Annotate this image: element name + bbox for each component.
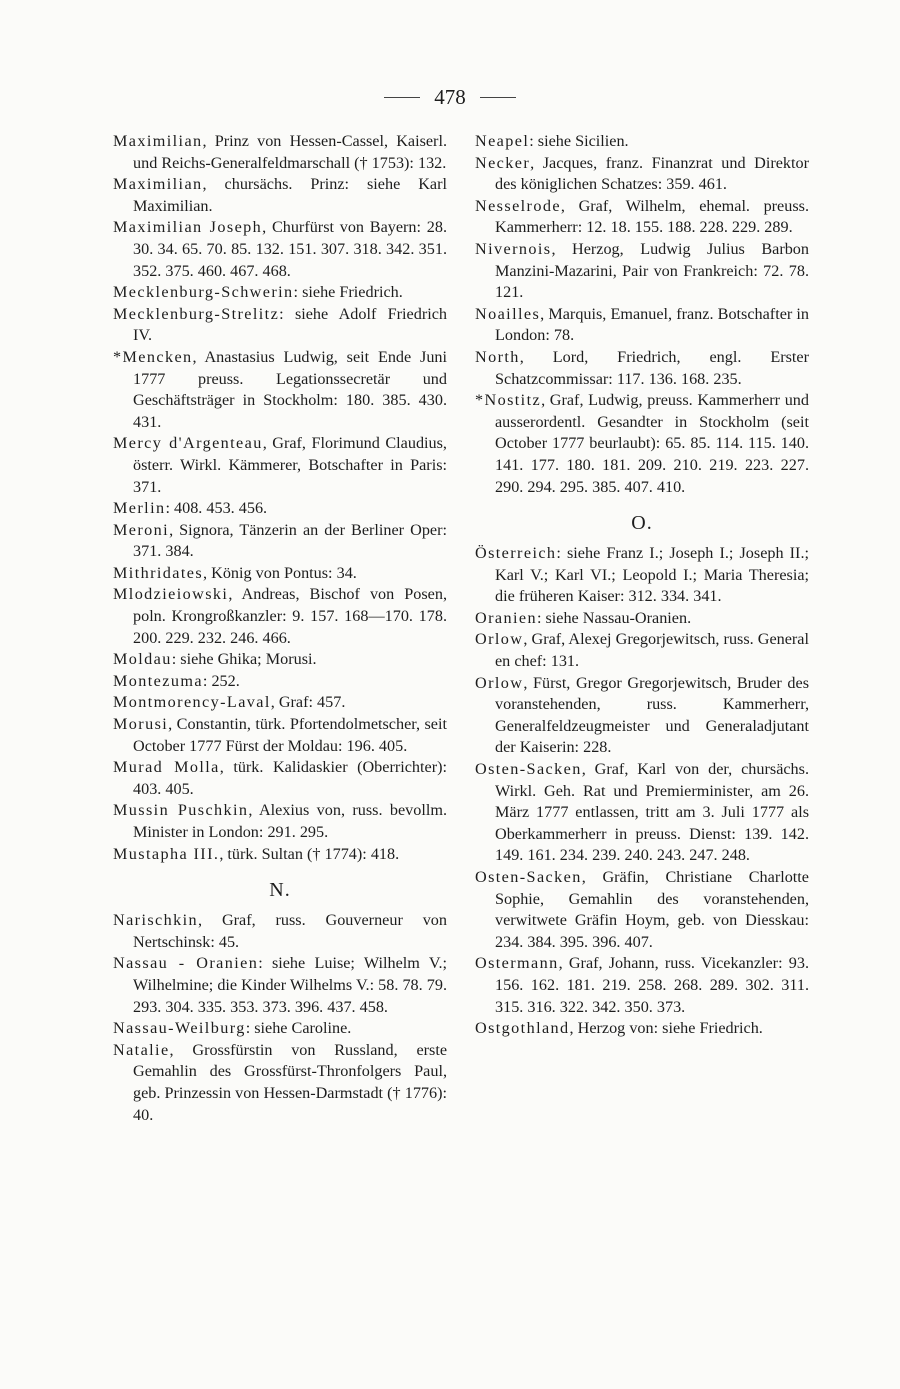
entry-text: , Constantin, türk. Pfortendolmetscher, seit October 1777 Fürst der Moldau: 196. 405. <box>133 715 447 755</box>
entry-head: Maximilian Joseph <box>113 218 263 237</box>
index-entry <box>113 844 447 866</box>
index-entry <box>475 196 809 239</box>
entry-text: , Prinz von Hessen-Cassel, Kaiserl. und Reichs-Generalfeldmarschall († 1753): 132. <box>133 132 447 172</box>
index-entry <box>475 347 809 390</box>
index-entry <box>475 759 809 867</box>
index-entry <box>475 239 809 304</box>
entry-head: Noailles <box>475 304 541 323</box>
index-entry <box>113 757 447 800</box>
entry-text: , Lord, Friedrich, engl. Erster Schatzcommissar: 117. 136. 168. 235. <box>495 347 809 388</box>
index-entry <box>113 953 447 1018</box>
entry-head: Murad Molla <box>113 758 220 777</box>
entry-head: Meroni <box>113 520 170 539</box>
index-entry <box>475 390 809 498</box>
entry-text: , Marquis, Emanuel, franz. Botschafter in London: 78. <box>495 304 809 345</box>
index-entry <box>113 1018 447 1040</box>
entry-text: , Alexius von, russ. bevollm. Minister in London: 291. 295. <box>133 801 447 841</box>
entry-text: , Graf, Karl von der, chursächs. Wirkl. Geh. Rat und Premierminister, am 26. März 1777 entlassen, tritt am 3. Juli 1777 als Oberkammerherr in preuss. Dienst: 139. 142. 149. 161. 234. 239. 240. 243. 247. 248. <box>495 760 809 865</box>
entry-head: Morusi <box>113 715 169 734</box>
entry-head: Necker <box>475 153 531 172</box>
entry-head: Nesselrode <box>475 196 561 215</box>
section-heading-o: O. <box>631 512 653 535</box>
index-entry <box>113 498 447 520</box>
index-entry <box>475 867 809 953</box>
index-entry <box>113 714 447 757</box>
left-column <box>113 131 447 1126</box>
m-entries <box>113 131 447 865</box>
entry-text: : siehe Friedrich. <box>293 283 403 302</box>
entry-head: Natalie <box>113 1040 170 1059</box>
entry-head: Nassau-Weilburg <box>113 1019 246 1038</box>
entry-text: : 408. 453. 456. <box>165 499 268 518</box>
index-entry <box>475 629 809 672</box>
entry-head: *Mencken <box>113 347 193 366</box>
entry-head: Merlin <box>113 499 166 518</box>
entry-text: , türk. Kalidaskier (Oberrichter): 403. 405. <box>133 758 447 798</box>
index-entry <box>113 584 447 649</box>
index-entry <box>113 910 447 953</box>
entry-head: Narischkin <box>113 911 199 930</box>
index-entry <box>475 1018 809 1040</box>
header-rule-left <box>384 97 420 98</box>
index-entry <box>113 217 447 282</box>
entry-text: : 252. <box>202 671 240 690</box>
entry-text: , chursächs. Prinz: siehe Karl Maximilian. <box>133 175 447 215</box>
entry-text: , Graf, Ludwig, preuss. Kammerherr und ausserordentl. Gesandter in Stockholm (seit October 1777 beurlaubt): 65. 85. 114. 115. 140. 141. 177. 180. 181. 209. 210. 219. 223. 227. 290. 294. 295. 385. 407. 410. <box>495 391 809 496</box>
index-entry <box>113 692 447 714</box>
section-heading-n: N. <box>269 879 291 902</box>
entry-head: Nassau - Oranien <box>113 954 259 973</box>
entry-head: Mustapha III. <box>113 844 220 863</box>
page-header <box>0 82 900 112</box>
entry-head: Montezuma <box>113 671 203 690</box>
n-entries-continued <box>475 131 809 498</box>
entry-head: Oranien <box>475 608 537 627</box>
index-entry <box>113 800 447 843</box>
entry-head: Osten-Sacken <box>475 868 582 886</box>
entry-text: : siehe Caroline. <box>245 1019 352 1038</box>
entry-head: Maximilian <box>113 175 203 194</box>
entry-head: Ostermann <box>475 954 559 973</box>
right-column <box>475 131 809 1040</box>
entry-head: *Nostitz <box>475 391 542 410</box>
entry-text: , Graf, Johann, russ. Vicekanzler: 93. 156. 162. 181. 219. 258. 268. 289. 302. 311. 315. 316. 322. 342. 350. 373. <box>495 954 809 1016</box>
entry-text: , Fürst, Gregor Gregorjewitsch, Bruder des voranstehenden, russ. Kammerherr, Generalfeldzeugmeister und Generaladjutant der Kaiserin: 228. <box>495 673 809 757</box>
entry-head: Mithridates <box>113 563 204 582</box>
index-entry <box>475 608 809 630</box>
index-entry <box>475 953 809 1018</box>
index-entry <box>113 433 447 498</box>
entry-head: Montmorency-Laval <box>113 693 271 712</box>
n-entries <box>113 910 447 1126</box>
entry-text: , Herzog, Ludwig Julius Barbon Manzini-Mazarini, Pair von Frankreich: 72. 78. 121. <box>495 239 809 302</box>
entry-text: , Signora, Tänzerin an der Berliner Oper: 371. 384. <box>133 520 447 561</box>
index-entry <box>113 649 447 671</box>
index-entry <box>113 174 447 217</box>
header-rule-right <box>480 97 516 98</box>
entry-text: , Anastasius Ludwig, seit Ende Juni 1777 preuss. Legationssecretär und Geschäftsträger in Stockholm: 180. 385. 430. 431. <box>133 347 447 431</box>
index-entry <box>475 304 809 347</box>
entry-text: : siehe Ghika; Morusi. <box>171 650 317 669</box>
entry-text: : siehe Nassau-Oranien. <box>536 608 692 627</box>
entry-text: , Graf: 457. <box>270 693 346 712</box>
index-entry <box>113 1040 447 1126</box>
entry-text: , Grossfürstin von Russland, erste Gemahlin des Grossfürst-Thronfolgers Paul, geb. Prinzessin von Hessen-Darmstadt († 1776): 40. <box>133 1040 447 1124</box>
entry-text: , Andreas, Bischof von Posen, poln. Krongroßkanzler: 9. 157. 168—170. 178. 200. 229. 232. 246. 466. <box>133 585 447 647</box>
index-entry <box>113 563 447 585</box>
index-entry <box>475 131 809 153</box>
entry-text: , Graf, Wilhelm, ehemal. preuss. Kammerherr: 12. 18. 155. 188. 228. 229. 289. <box>495 196 809 237</box>
entry-head: Nivernois <box>475 239 552 258</box>
entry-head: Mecklenburg-Strelitz <box>113 304 280 323</box>
entry-text: : siehe Luise; Wilhelm V.; Wilhelmine; die Kinder Wilhelms V.: 58. 78. 79. 293. 304. 335. 353. 373. 396. 437. 458. <box>133 954 447 1016</box>
entry-text: , Graf, Alexej Gregorjewitsch, russ. General en chef: 131. <box>495 630 809 671</box>
entry-head: Moldau <box>113 650 172 669</box>
index-entry <box>475 153 809 196</box>
entry-text: , Jacques, franz. Finanzrat und Direktor des königlichen Schatzes: 359. 461. <box>495 153 809 194</box>
entry-text: , Herzog von: siehe Friedrich. <box>569 1019 763 1038</box>
entry-text: : siehe Franz I.; Joseph I.; Joseph II.; Karl V.; Karl VI.; Leopold I.; Maria Theresia; die früheren Kaiser: 312. 334. 341. <box>495 544 809 606</box>
entry-head: Österreich <box>475 544 557 563</box>
entry-head: Mecklenburg-Schwerin <box>113 283 294 302</box>
index-entry <box>113 347 447 433</box>
index-entry <box>113 131 447 174</box>
o-entries <box>475 543 809 1040</box>
entry-head: Osten-Sacken <box>475 760 582 779</box>
entry-text: , König von Pontus: 34. <box>203 563 357 582</box>
entry-text: , Graf, russ. Gouverneur von Nertschinsk: 45. <box>133 911 447 951</box>
entry-head: Orlow <box>475 673 524 692</box>
index-entry <box>113 671 447 693</box>
index-entry <box>113 520 447 563</box>
entry-head: Maximilian <box>113 132 203 150</box>
entry-text: , Graf, Florimund Claudius, österr. Wirkl. Kämmerer, Botschafter in Paris: 371. <box>133 434 447 496</box>
index-entry <box>475 673 809 759</box>
entry-text: , Gräfin, Christiane Charlotte Sophie, Gemahlin des voranstehenden, verwitwete Gräfin Hoym, geb. von Diesskau: 234. 384. 395. 396. 407. <box>495 868 809 951</box>
index-entry <box>475 543 809 608</box>
entry-head: Neapel <box>475 132 530 150</box>
entry-head: Mussin Puschkin <box>113 801 249 820</box>
entry-head: North <box>475 347 520 366</box>
entry-text: , Churfürst von Bayern: 28. 30. 34. 65. 70. 85. 132. 151. 307. 318. 342. 351. 352. 375. 460. 467. 468. <box>133 218 447 280</box>
index-entry <box>113 304 447 347</box>
entry-head: Ostgothland <box>475 1019 570 1038</box>
entry-head: Mercy d'Argenteau <box>113 434 263 453</box>
entry-text: : siehe Sicilien. <box>529 132 629 150</box>
entry-head: Mlodzieiowski <box>113 585 229 604</box>
index-entry <box>113 282 447 304</box>
page-number: 478 <box>434 84 466 109</box>
entry-head: Orlow <box>475 630 524 649</box>
entry-text: : siehe Adolf Friedrich IV. <box>133 304 447 345</box>
entry-text: , türk. Sultan († 1774): 418. <box>219 844 400 863</box>
